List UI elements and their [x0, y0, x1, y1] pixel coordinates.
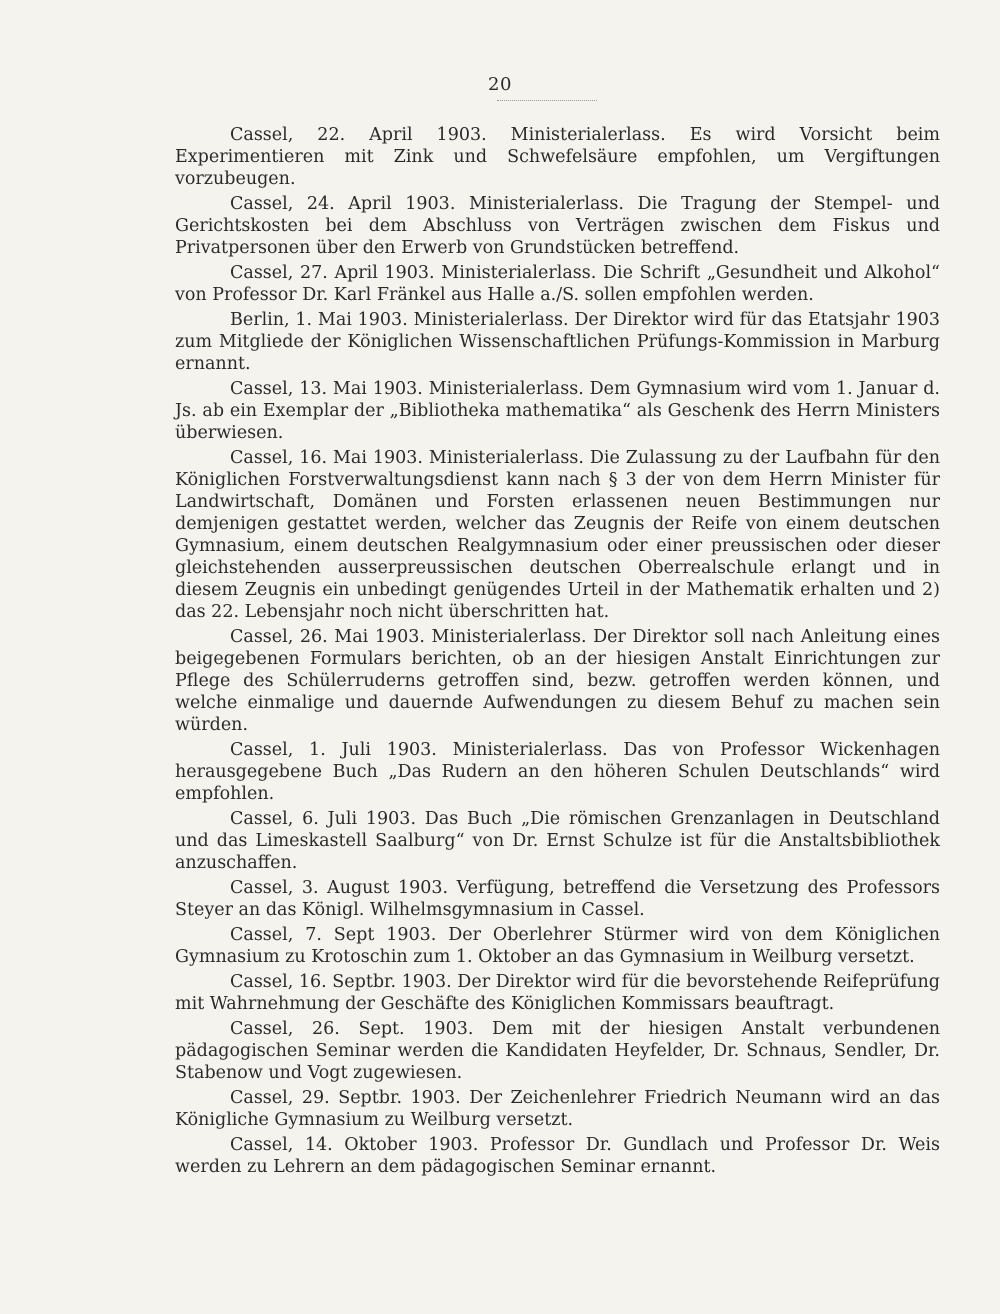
entry-12: Cassel, 16. Septbr. 1903. Der Direktor wird für die bevorstehende Reifeprüfung mit Wahrnehmung der Geschäfte des Königlichen Kommissars beauftragt. [175, 972, 940, 1014]
entry-7: Cassel, 26. Mai 1903. Ministerialerlass. Der Direktor soll nach Anleitung eines beigegebenen Formulars berichten, ob an der hiesigen Anstalt Einrichtungen zur Pflege des Schülerruderns getroffen sind, bezw. getroffen werden können, und welche einmalige und dauernde Aufwendungen zu diesem Behuf zu machen sein würden. [175, 627, 940, 735]
document-body [175, 124, 940, 1178]
entry-10: Cassel, 3. August 1903. Verfügung, betreffend die Versetzung des Professors Steyer an das Königl. Wilhelmsgymnasium in Cassel. [175, 878, 940, 920]
entry-13: Cassel, 26. Sept. 1903. Dem mit der hiesigen Anstalt verbundenen pädagogischen Seminar werden die Kandidaten Heyfelder, Dr. Schnaus, Sendler, Dr. Stabenow und Vogt zugewiesen. [175, 1019, 940, 1083]
entry-11: Cassel, 7. Sept 1903. Der Oberlehrer Stürmer wird von dem Königlichen Gymnasium zu Krotoschin zum 1. Oktober an das Gymnasium in Weilburg versetzt. [175, 925, 940, 967]
entry-1: Cassel, 22. April 1903. Ministerialerlass. Es wird Vorsicht beim Experimentieren mit Zink und Schwefelsäure empfohlen, um Vergiftungen vorzubeugen. [175, 125, 940, 189]
entry-14: Cassel, 29. Septbr. 1903. Der Zeichenlehrer Friedrich Neumann wird an das Königliche Gymnasium zu Weilburg versetzt. [175, 1088, 940, 1130]
entry-5: Cassel, 13. Mai 1903. Ministerialerlass. Dem Gymnasium wird vom 1. Januar d. Js. ab ein Exemplar der „Bibliotheka mathematika“ als Geschenk des Herrn Ministers überwiesen. [175, 379, 940, 443]
entry-2: Cassel, 24. April 1903. Ministerialerlass. Die Tragung der Stempel- und Gerichtskosten bei dem Abschluss von Verträgen zwischen dem Fiskus und Privatpersonen über den Erwerb von Grundstücken betreffend. [175, 194, 940, 258]
page-number: 20 [488, 74, 512, 95]
entry-3: Cassel, 27. April 1903. Ministerialerlass. Die Schrift „Gesundheit und Alkohol“ von Professor Dr. Karl Fränkel aus Halle a./S. sollen empfohlen werden. [175, 263, 940, 305]
entry-8: Cassel, 1. Juli 1903. Ministerialerlass. Das von Professor Wickenhagen herausgegebene Buch „Das Rudern an den höheren Schulen Deutschlands“ wird empfohlen. [175, 740, 940, 804]
entry-9: Cassel, 6. Juli 1903. Das Buch „Die römischen Grenzanlagen in Deutschland und das Limeskastell Saalburg“ von Dr. Ernst Schulze ist für die Anstaltsbibliothek anzuschaffen. [175, 809, 940, 873]
entry-15: Cassel, 14. Oktober 1903. Professor Dr. Gundlach und Professor Dr. Weis werden zu Lehrern an dem pädagogischen Seminar ernannt. [175, 1135, 940, 1177]
entry-6: Cassel, 16. Mai 1903. Ministerialerlass. Die Zulassung zu der Laufbahn für den Königlichen Forstverwaltungsdienst kann nach § 3 der von dem Herrn Minister für Landwirtschaft, Domänen und Forsten erlassenen neuen Bestimmungen nur demjenigen gestattet werden, welcher das Zeugnis der Reife von einem deutschen Gymnasium, einem deutschen Realgymnasium oder einer preussischen oder dieser gleichstehenden ausserpreussischen deutschen Oberrealschule erlangt und in diesem Zeugnis ein unbedingt genügendes Urteil in der Mathematik erhalten und 2) das 22. Lebensjahr noch nicht überschritten hat. [175, 448, 940, 622]
page-number-rule [497, 100, 597, 101]
entry-4: Berlin, 1. Mai 1903. Ministerialerlass. Der Direktor wird für das Etatsjahr 1903 zum Mitgliede der Königlichen Wissenschaftlichen Prüfungs-Kommission in Marburg ernannt. [175, 310, 940, 374]
